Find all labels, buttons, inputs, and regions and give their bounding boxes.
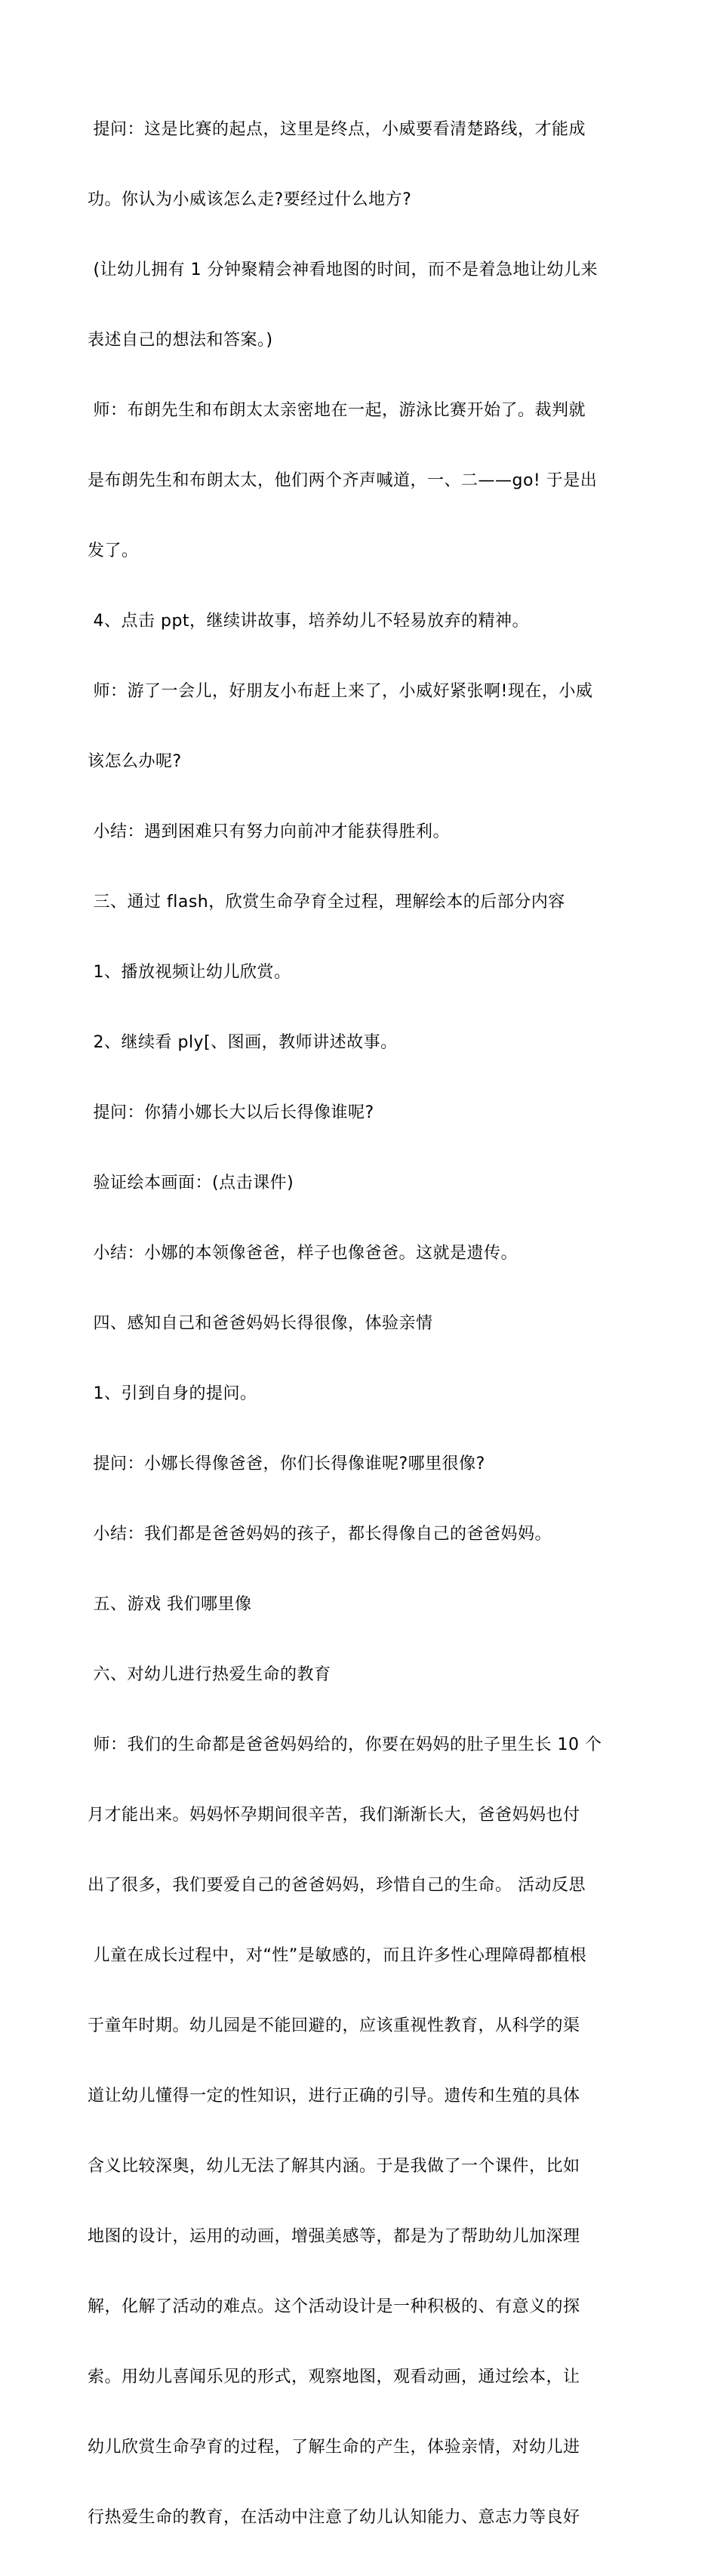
text-block	[88, 71, 631, 2576]
text-line: 儿童在成长过程中，对“性”是敏感的，而且许多性心理障碍都植根	[88, 1946, 587, 1965]
text-line: (让幼儿拥有 1 分钟聚精会神看地图的时间，而不是着急地让幼儿来	[88, 261, 599, 279]
text-line: 4、点击 ppt，继续讲故事，培养幼儿不轻易放弃的精神。	[88, 612, 530, 631]
text-line: 该怎么办呢?	[88, 752, 182, 771]
text-line: 2、继续看 ply[、图画，教师讲述故事。	[88, 1033, 398, 1052]
text-line: 地图的设计，运用的动画，增强美感等，都是为了帮助幼儿加深理	[88, 2227, 580, 2246]
text-line: 师：我们的生命都是爸爸妈妈给的，你要在妈妈的肚子里生长 10 个	[88, 1735, 602, 1754]
text-line: 行热爱生命的教育，在活动中注意了幼儿认知能力、意志力等良好	[88, 2508, 580, 2527]
text-line: 六、对幼儿进行热爱生命的教育	[88, 1665, 331, 1684]
text-line: 五、游戏 我们哪里像	[88, 1595, 252, 1614]
text-line: 月才能出来。妈妈怀孕期间很辛苦，我们渐渐长大，爸爸妈妈也付	[88, 1806, 580, 1825]
text-line: 小结：遇到困难只有努力向前冲才能获得胜利。	[88, 822, 450, 841]
text-line: 表述自己的想法和答案。)	[88, 331, 273, 350]
document-body	[88, 71, 631, 2576]
text-line: 1、引到自身的提问。	[88, 1384, 257, 1403]
text-line: 验证绘本画面：(点击课件)	[88, 1174, 294, 1192]
text-line: 小结：小娜的本领像爸爸，样子也像爸爸。这就是遗传。	[88, 1244, 518, 1263]
text-line: 四、感知自己和爸爸妈妈长得很像，体验亲情	[88, 1314, 433, 1333]
text-line: 提问：小娜长得像爸爸，你们长得像谁呢?哪里很像?	[88, 1455, 485, 1473]
text-line: 功。你认为小威该怎么走?要经过什么地方?	[88, 190, 412, 209]
text-line: 三、通过 flash，欣赏生命孕育全过程，理解绘本的后部分内容	[88, 893, 565, 912]
text-line: 发了。	[88, 541, 139, 560]
text-line: 提问：这是比赛的起点，这里是终点，小威要看清楚路线，才能成	[88, 120, 586, 139]
text-line: 于童年时期。幼儿园是不能回避的，应该重视性教育，从科学的渠	[88, 2016, 580, 2035]
text-line: 道让幼儿懂得一定的性知识，进行正确的引导。遗传和生殖的具体	[88, 2087, 580, 2106]
text-line: 1、播放视频让幼儿欣赏。	[88, 963, 291, 982]
text-line: 索。用幼儿喜闻乐见的形式，观察地图，观看动画，通过绘本，让	[88, 2368, 580, 2386]
text-line: 是布朗先生和布朗太太，他们两个齐声喊道，一、二——go! 于是出	[88, 471, 598, 490]
text-line: 提问：你猜小娜长大以后长得像谁呢?	[88, 1103, 374, 1122]
text-line: 幼儿欣赏生命孕育的过程，了解生命的产生，体验亲情，对幼儿进	[88, 2438, 580, 2457]
text-line: 师：游了一会儿，好朋友小布赶上来了，小威好紧张啊!现在，小威	[88, 682, 593, 701]
text-line: 解，化解了活动的难点。这个活动设计是一种积极的、有意义的探	[88, 2297, 580, 2316]
text-line: 含义比较深奥，幼儿无法了解其内涵。于是我做了一个课件，比如	[88, 2157, 580, 2176]
text-line: 师：布朗先生和布朗太太亲密地在一起，游泳比赛开始了。裁判就	[88, 401, 586, 420]
text-line: 小结：我们都是爸爸妈妈的孩子，都长得像自己的爸爸妈妈。	[88, 1525, 552, 1544]
text-line: 出了很多，我们要爱自己的爸爸妈妈，珍惜自己的生命。 活动反思	[88, 1876, 586, 1895]
